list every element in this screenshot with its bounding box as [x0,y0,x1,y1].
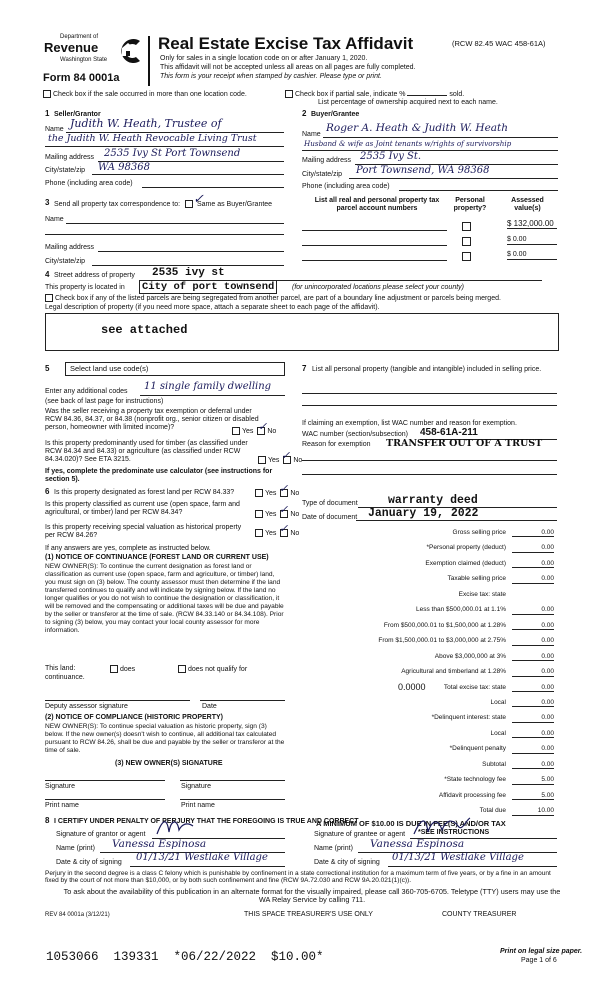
perjury-note: Perjury in the second degree is a class C felony which is punishable by confinement in a state correctional institution for a maximum term of five years, or by a fine in an amount fixed by the court of not more than $10,000, or by both such confinement and fine (RCW 9A.72.030 and RCW 9A.20.021(1)(c)). [45,870,551,885]
tax-row-value[interactable]: 0.00 [512,714,554,722]
historic-yes-no[interactable]: Yes No [255,529,299,538]
assessed-value-2[interactable]: $ 0.00 [507,236,557,245]
personal-property-checkbox-1[interactable] [462,222,471,231]
grantee-name-value[interactable]: Vanessa Espinosa [370,838,465,850]
timber-question: Is this property predominantly used for timber (as classified under RCW 84.34 and 84.33) or agriculture (as classified under RCW 84.34.020)? See ETA 3215. [45,440,248,464]
does-check[interactable]: does [110,665,135,674]
tax-row-label: From $1,500,000.01 to $3,000,000 at 2.75% [378,637,506,645]
reason-exemption-value[interactable]: TRANSFER OUT OF A TRUST [386,438,543,449]
tax-row-label: Exemption claimed (deduct) [425,559,506,567]
forest-land-question: Is this property designated as forest land per RCW 84.33? [54,489,235,496]
tax-row-label: From $500,000.01 to $1,500,000 at 1.28% [383,621,506,629]
tax-row-label: Agricultural and timberland at 1.28% [401,668,506,676]
tax-row-value[interactable]: 5.00 [512,776,554,784]
revenue-label: Revenue [44,40,99,55]
legal-description-value: see attached [101,323,188,337]
notice-compliance-title: (2) NOTICE OF COMPLIANCE (HISTORIC PROPERTY) [45,714,223,721]
timber-yes-no[interactable]: Yes No [258,456,302,465]
tax-correspondence-label: Send all property tax correspondence to: Same as Buyer/Grantee [54,200,273,208]
tax-row-value[interactable]: 0.00 [512,544,554,552]
reason-exemption-label: Reason for exemption [302,441,371,448]
grantor-signature-icon [155,816,195,838]
checkmark-icon: ✓ [279,503,289,516]
tax-row-value[interactable]: 0.00 [512,529,554,537]
buyer-name-1[interactable]: Roger A. Heath & Judith W. Heath [326,122,509,134]
page-number: Page 1 of 6 [521,957,557,964]
tax-row-value[interactable]: 10.00 [512,807,554,815]
timber-note: If yes, complete the predominate use calculator (see instructions for section 5). [45,468,273,484]
form-title: Real Estate Excise Tax Affidavit [158,34,414,53]
owner-print-name-label-2: Print name [181,802,215,809]
tax-row-value[interactable]: 0.00 [512,560,554,568]
s3-name-label: Name [45,216,64,223]
tax-row-label: *Delinquent interest: state [431,714,506,722]
tax-row-label: Total due [479,807,506,815]
revision-label: REV 84 0001a (3/12/21) [45,912,110,918]
personal-property-label: List all personal property (tangible and intangible) included in selling price. [312,366,542,373]
multi-location-check[interactable]: Check box if the sale occurred in more than one location code. [43,90,247,99]
grantee-signature-icon [412,814,472,840]
tax-row-label: Total excise tax: state [443,683,506,691]
tax-row-label: Subtotal [482,760,506,768]
doc-date-value[interactable]: January 19, 2022 [356,507,557,521]
additional-codes-label: Enter any additional codes [45,388,128,395]
tax-row-value[interactable]: 5.00 [512,792,554,800]
tax-row-value[interactable]: 0.00 [512,668,554,676]
local-rate-value[interactable]: 0.0000 [398,682,426,692]
certify-statement: I CERTIFY UNDER PENALTY OF PERJURY THAT THE FOREGOING IS TRUE AND CORRECT [54,818,359,825]
street-address-label: Street address of property [54,272,135,279]
parcel-col-header: List all real and personal property tax parcel account numbers [314,197,440,213]
checkmark-icon: ✓ [258,420,268,433]
grantee-date-label: Date & city of signing [314,859,380,866]
dor-logo [42,34,152,74]
ownership-note: List percentage of ownership acquired next to each name. [318,99,498,106]
historic-question: Is this property receiving special valuation as historical property per RCW 84.26? [45,524,242,540]
doc-type-label: Type of document [302,500,358,507]
tax-row-label: Above $3,000,000 at 3% [434,652,506,660]
tax-row-value[interactable]: 0.00 [512,699,554,707]
state-label: Washington State [60,57,108,63]
grantor-name-label: Name (print) [56,845,95,852]
checkmark-icon: ✓ [279,522,289,535]
buyer-phone-label: Phone (including area code) [302,183,390,190]
checkbox-icon [43,90,51,98]
notice-compliance-body: NEW OWNER(S): To continue special valuation as historic property, sign (3) below. If the new owner(s) doesn't wish to continue, all additional tax calculated pursuant to RCW 84.26, shall be due and payable by the seller or transferor at the time of sale. [45,723,285,755]
header-divider [148,36,150,86]
current-use-question: Is this property classified as current use (open space, farm and agricultural, or timber) land per RCW 84.34? [45,501,240,517]
located-in-value[interactable]: City of port townsend [139,280,277,294]
buyer-name-2[interactable]: Husband & wife as Joint tenants w/rights of survivorship [304,139,512,148]
tax-row-value[interactable]: 0.00 [512,637,554,645]
assessed-col-header: Assessed value(s) [511,197,544,213]
wac-number-value[interactable]: 458-61A-211 [420,427,557,440]
exemption-question: Was the seller receiving a property tax exemption or deferral under RCW 84.36, 84.37, or 84.38 (nonprofit org., senior citizen or disabled person, homeowner with limited income)? [45,408,259,432]
grantee-sig-label: Signature of grantee or agent [314,831,406,838]
if-yes-note: If any answers are yes, complete as instructed below. [45,545,211,552]
checkmark-icon: ✓ [193,192,204,207]
tax-row-label: Gross selling price [452,529,506,536]
seller-mailing-value[interactable]: 2535 Ivy St Port Townsend [104,148,241,159]
seller-heading: Seller/Grantor [54,111,101,118]
wac-number-label: WAC number (section/subsection) [302,431,408,438]
exemption-yes-no[interactable]: Yes No [232,427,276,436]
seller-city-label: City/state/zip [45,167,86,174]
notice-continuance-body: NEW OWNER(S): To continue the current designation as forest land or classification as current use (open space, farm and agriculture, or timber) land, you must sign on (3) below. The county assessor must then determine if the land transferred continues to qualify and will indicate by signing below. If the land no longer qualifies or you do not wish to continue the designation or classification, it will be removed and the compensating or additional taxes will be due and payable by the seller or transferor at the time of sale. (RCW 84.33.140 or 84.34.108). Prior to signing (3) below, you may contact your local county assessor for more information. [45,563,284,635]
notice-continuance-title: (1) NOTICE OF CONTINUANCE (FOREST LAND OR CURRENT USE) [45,554,269,561]
doc-date-label: Date of document [302,514,358,521]
county-treasurer-label: COUNTY TREASURER [442,911,517,918]
grantor-date-label: Date & city of signing [56,859,122,866]
this-land-label: This land: [45,665,76,672]
grantor-date-value[interactable]: 01/13/21 Westlake Village [136,852,268,863]
dept-label: Department of [60,34,99,40]
seller-phone-label: Phone (including area code) [45,180,133,187]
form-rcw: (RCW 82.45 WAC 458-61A) [452,39,546,48]
owner-signature-label-2: Signature [181,783,211,790]
buyer-mailing-label: Mailing address [302,157,352,164]
seller-city-value[interactable]: WA 98368 [98,162,150,173]
seller-mailing-label: Mailing address [45,154,95,161]
tax-row-label: *State technology fee [444,776,506,784]
seller-name-label: Name [45,126,64,133]
land-use-select[interactable] [65,362,285,376]
exemption-claim-label: If claiming an exemption, list WAC number and reason for exemption. [302,420,517,427]
forest-yes-no[interactable]: Yes No [255,489,299,498]
receipt-stamp: 1053066 139331 *06/22/2022 $10.00* [46,950,324,964]
tax-row-label: *Personal property (deduct) [426,544,506,552]
see-instructions-note: *SEE INSTRUCTIONS [418,829,490,836]
tax-row-value[interactable]: 0.00 [512,575,554,583]
personal-col-header: Personal property? [453,197,487,213]
street-address-value[interactable]: 2535 ivy st [152,267,542,281]
header-line-1: Only for sales in a single location code on or after January 1, 2020. [160,55,368,62]
personal-property-checkbox-2[interactable] [462,237,471,246]
buyer-city-value[interactable]: Port Townsend, WA 98368 [356,165,490,176]
alt-format-note: To ask about the availability of this publication in an alternate format for the visually impaired, please call 360-705-6705. Teletype (TTY) users may use the WA Relay Service by calling 711. [63,887,561,905]
checkbox-icon [110,665,118,673]
current-use-yes-no[interactable]: Yes No [255,510,299,519]
checkbox-icon [255,510,263,518]
buyer-heading: Buyer/Grantee [311,111,360,118]
tax-row-label: Excise tax: state [458,590,506,598]
tax-row-label: *Delinquent penalty [449,745,506,753]
assessed-value-3[interactable]: $ 0.00 [507,251,557,260]
partial-sale-check[interactable]: Check box if partial sale, indicate % sold. [285,90,464,99]
legal-paper-note: Print on legal size paper. [500,948,583,955]
land-use-select-label: Select land use code(s) [70,364,149,373]
seller-name-1[interactable]: Judith W. Heath, Trustee of [70,117,222,130]
legal-description-box[interactable] [45,313,559,351]
tax-row-label: Less than $500,000.01 at 1.1% [416,606,506,614]
see-back-note: (see back of last page for instructions) [45,398,164,405]
tax-row-label: Affidavit processing fee [438,791,506,799]
minimum-due-note: A MINIMUM OF $10.00 IS DUE IN FEE(S) AND/OR TAX [316,819,506,828]
new-owner-signature-title: (3) NEW OWNER(S) SIGNATURE [115,760,223,767]
owner-signature-label-1: Signature [45,783,75,790]
assessor-signature-label: Deputy assessor signature [45,703,128,710]
tax-row-label: Local [490,698,506,706]
tax-row-value[interactable]: 0.00 [512,684,554,692]
does-not-check[interactable]: does not qualify for [178,665,247,674]
grantee-name-label: Name (print) [314,845,353,852]
assessor-date-label: Date [202,703,217,710]
unincorporated-note: (for unincorporated locations please select your county) [292,284,464,291]
assessed-value-1[interactable]: $ 132,000.00 [507,219,557,229]
grantee-date-value[interactable]: 01/13/21 Westlake Village [392,852,524,863]
checkbox-icon [258,456,266,464]
same-as-buyer-checkbox[interactable] [185,200,193,208]
s3-city-label: City/state/zip [45,258,86,265]
buyer-name-label: Name [302,131,321,138]
located-in-label: This property is located in [45,284,125,291]
checkbox-icon [255,529,263,537]
personal-property-checkbox-3[interactable] [462,252,471,261]
header-line-3: This form is your receipt when stamped by cashier. Please type or print. [160,73,382,80]
checkbox-icon [232,427,240,435]
tax-row-value[interactable]: 0.00 [512,761,554,769]
s3-mailing-label: Mailing address [45,244,95,251]
header-line-2: This affidavit will not be accepted unless all areas on all pages are fully completed. [160,64,416,71]
continuance-label: continuance. [45,674,85,681]
revenue-logo-icon [114,36,146,66]
tax-row-value[interactable]: 0.00 [512,745,554,753]
checkbox-icon [178,665,186,673]
checkbox-icon [285,90,293,98]
checkbox-icon [45,294,53,302]
tax-row-label: Local [490,729,506,737]
additional-codes-value[interactable]: 11 single family dwelling [144,381,272,392]
tax-row-value[interactable]: 0.00 [512,730,554,738]
segregated-check[interactable]: Check box if any of the listed parcels are being segregated from another parcel, are part of a boundary line adjustment or parcels being merged. [45,294,501,303]
treasurer-use-label: THIS SPACE TREASURER'S USE ONLY [244,911,373,918]
owner-print-name-label-1: Print name [45,802,79,809]
checkbox-icon [255,489,263,497]
doc-type-value[interactable]: warranty deed [358,494,557,508]
buyer-city-label: City/state/zip [302,171,343,178]
legal-description-label: Legal description of property (if you need more space, attach a separate sheet to each page of the affidavit). [45,304,380,311]
grantor-name-value[interactable]: Vanessa Espinosa [112,838,207,850]
form-number: Form 84 0001a [43,72,120,84]
tax-row-value[interactable]: 0.00 [512,606,554,614]
checkmark-icon: ✓ [279,482,289,495]
grantor-sig-label: Signature of grantor or agent [56,831,146,838]
tax-row-value[interactable]: 0.00 [512,622,554,630]
checkmark-icon: ✓ [281,449,291,462]
buyer-mailing-value[interactable]: 2535 Ivy St. [360,151,422,162]
tax-row-value[interactable]: 0.00 [512,653,554,661]
seller-name-2[interactable]: the Judith W. Heath Revocable Living Trust [48,133,257,144]
tax-row-label: Taxable selling price [447,575,506,583]
